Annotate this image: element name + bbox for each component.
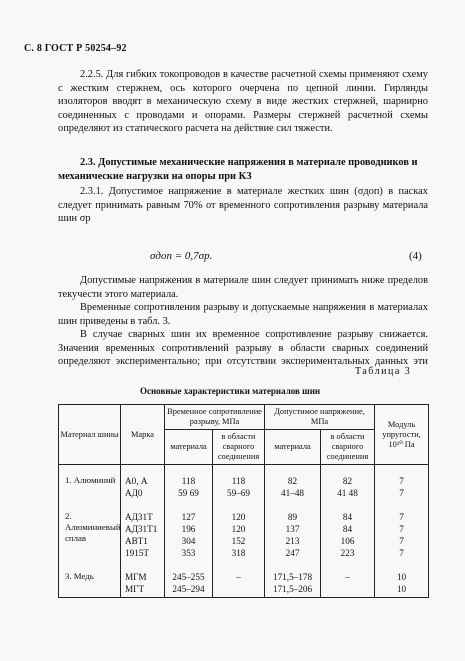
page-header: С. 8 ГОСТ Р 50254–92 [24,43,127,54]
cell-value: А0, А [125,476,148,486]
cell-value: 7 [399,512,404,522]
cell-tensile-mat [165,473,213,501]
table-row [59,509,429,561]
paragraph-table-ref: Временные сопротивления разрыву и допускаемые напряжения в материалах шин приведены в табл. 3. [58,302,428,327]
cell-value: 245–255 [172,572,205,582]
cell-tensile-weld [213,569,265,598]
paragraph-2-2-5: 2.2.5. Для гибких токопроводов в качестве расчетной схемы применяют схему с жестким стержнем, ось которого очерчена по цепной линии. Гирлянды изоляторов вводят в механическую схему в виде жестких стержней, шарнирно соединенных с проводами и опорами. Размеры стержней расчетной схемы определяют из статического расчета на действие сил тяжести. [58,69,428,134]
spacer-cell [121,501,165,509]
cell-value: 7 [399,488,404,498]
cell-material: 2. Алюминиевый сплав [59,509,121,561]
cell-value: 41 48 [337,488,358,498]
cell-value: 89 [287,512,298,522]
spacer-cell [59,501,121,509]
cell-value: 196 [181,524,196,534]
spacer-cell [121,465,165,474]
subheader-allow-weld: в области сварного соединения [321,430,375,465]
cell-modulus [375,509,429,561]
cell-value: 118 [231,476,246,486]
spacer-cell [321,501,375,509]
cell-allow-weld [321,509,375,561]
cell-value: 318 [231,548,246,558]
cell-value [322,583,373,595]
cell-marks [121,509,165,561]
cell-value: 41–48 [281,488,304,498]
cell-allow-weld [321,569,375,598]
cell-value: 7 [399,524,404,534]
spacer-cell [121,561,165,569]
cell-material: 1. Алюминий [59,473,121,501]
cell-value: 171,5–206 [272,584,313,594]
materials-table [58,404,429,598]
cell-tensile-weld [213,473,265,501]
spacer-cell [213,501,265,509]
cell-tensile-weld [213,509,265,561]
cell-value: 137 [285,524,300,534]
cell-value: 7 [399,476,404,486]
table-label: Таблица 3 [355,366,412,377]
subheader-tensile-material: материала [165,430,213,465]
cell-value: 118 [181,476,196,486]
cell-value: АД0 [125,488,143,498]
cell-modulus [375,569,429,598]
cell-value [214,583,263,595]
formula-number: (4) [409,250,422,262]
header-mark: Марка [121,405,165,465]
spacer-cell [265,501,321,509]
cell-marks [121,569,165,598]
header-material: Материал шины [59,405,121,465]
spacer-cell [165,501,213,509]
spacer-cell [375,501,429,509]
cell-value: 120 [231,512,246,522]
cell-value: 10 [396,572,407,582]
spacer-cell [59,465,121,474]
cell-value: 245–294 [172,584,205,594]
cell-value: АД31Т1 [125,524,158,534]
cell-value: 127 [181,512,196,522]
cell-value: – [345,572,350,582]
table-row-spacer [59,465,429,474]
cell-value: 213 [285,536,300,546]
spacer-cell [265,561,321,569]
cell-value: 84 [342,524,353,534]
cell-value: 82 [342,476,353,486]
cell-marks [121,473,165,501]
cell-value: 82 [287,476,298,486]
cell-tensile-mat [165,569,213,598]
cell-value: 304 [181,536,196,546]
header-tensile: Временное сопротивление разрыву, МПа [165,405,265,430]
cell-value: МГТ [125,584,145,594]
table-row-spacer [59,501,429,509]
cell-tensile-mat [165,509,213,561]
cell-value: АВТ1 [125,536,148,546]
cell-value: 353 [181,548,196,558]
cell-value: 59–69 [227,488,250,498]
spacer-cell [265,465,321,474]
formula-4: σдоп = 0,7σр. [150,250,213,262]
cell-allow-weld [321,473,375,501]
table-title: Основные характеристики материалов шин [140,386,321,396]
cell-value: МГМ [125,572,147,582]
spacer-cell [213,465,265,474]
spacer-cell [165,561,213,569]
paragraph-2-3-1: 2.3.1. Допустимое напряжение в материале жестких шин (σдоп) в пасках следует принимать равным 70% от временного сопротивления разрыву материала шин σр [58,186,428,224]
cell-value: 7 [399,548,404,558]
spacer-cell [59,561,121,569]
cell-value: АД31Т [125,512,153,522]
cell-allow-mat [265,473,321,501]
header-allowable: Допустимое напряжение, МПа [265,405,375,430]
subheader-tensile-weld: в области сварного соединения [213,430,265,465]
cell-modulus [375,473,429,501]
spacer-cell [321,465,375,474]
section-heading-2-3: 2.3. Допустимые механические напряжения в материале проводников и механические нагрузки на опоры при КЗ [58,157,418,182]
cell-allow-mat [265,569,321,598]
table-row-spacer [59,561,429,569]
cell-value: 120 [231,524,246,534]
spacer-cell [375,465,429,474]
paragraph-yield: Допустимые напряжения в материале шин следует принимать ниже пределов текучести этого материала. [58,275,428,300]
cell-allow-mat [265,509,321,561]
cell-value: 7 [399,536,404,546]
paragraph-welded [58,328,428,368]
cell-value: 10 [396,584,407,594]
paragraph-welded-text: В случае сварных шин их временное сопротивление разрыву снижается. Значения временных сопротивлений разрыву в области сварных соединений определяют экспериментально; при отсутствии экспериментальных данных эти [58,329,428,367]
cell-value: 247 [285,548,300,558]
cell-value: 152 [231,536,246,546]
cell-value: 106 [340,536,355,546]
cell-value: 84 [342,512,353,522]
subheader-allow-material: материала [265,430,321,465]
header-modulus: Модуль упругости, 10¹⁰ Па [375,405,429,465]
spacer-cell [375,561,429,569]
table-row [59,569,429,598]
cell-value: 59 69 [178,488,199,498]
cell-value: 171,5–178 [272,572,313,582]
cell-material: 3. Медь [59,569,121,598]
cell-value: 1915Т [125,548,149,558]
spacer-cell [165,465,213,474]
cell-value: 223 [340,548,355,558]
cell-value: – [236,572,241,582]
spacer-cell [213,561,265,569]
table-row [59,473,429,501]
spacer-cell [321,561,375,569]
